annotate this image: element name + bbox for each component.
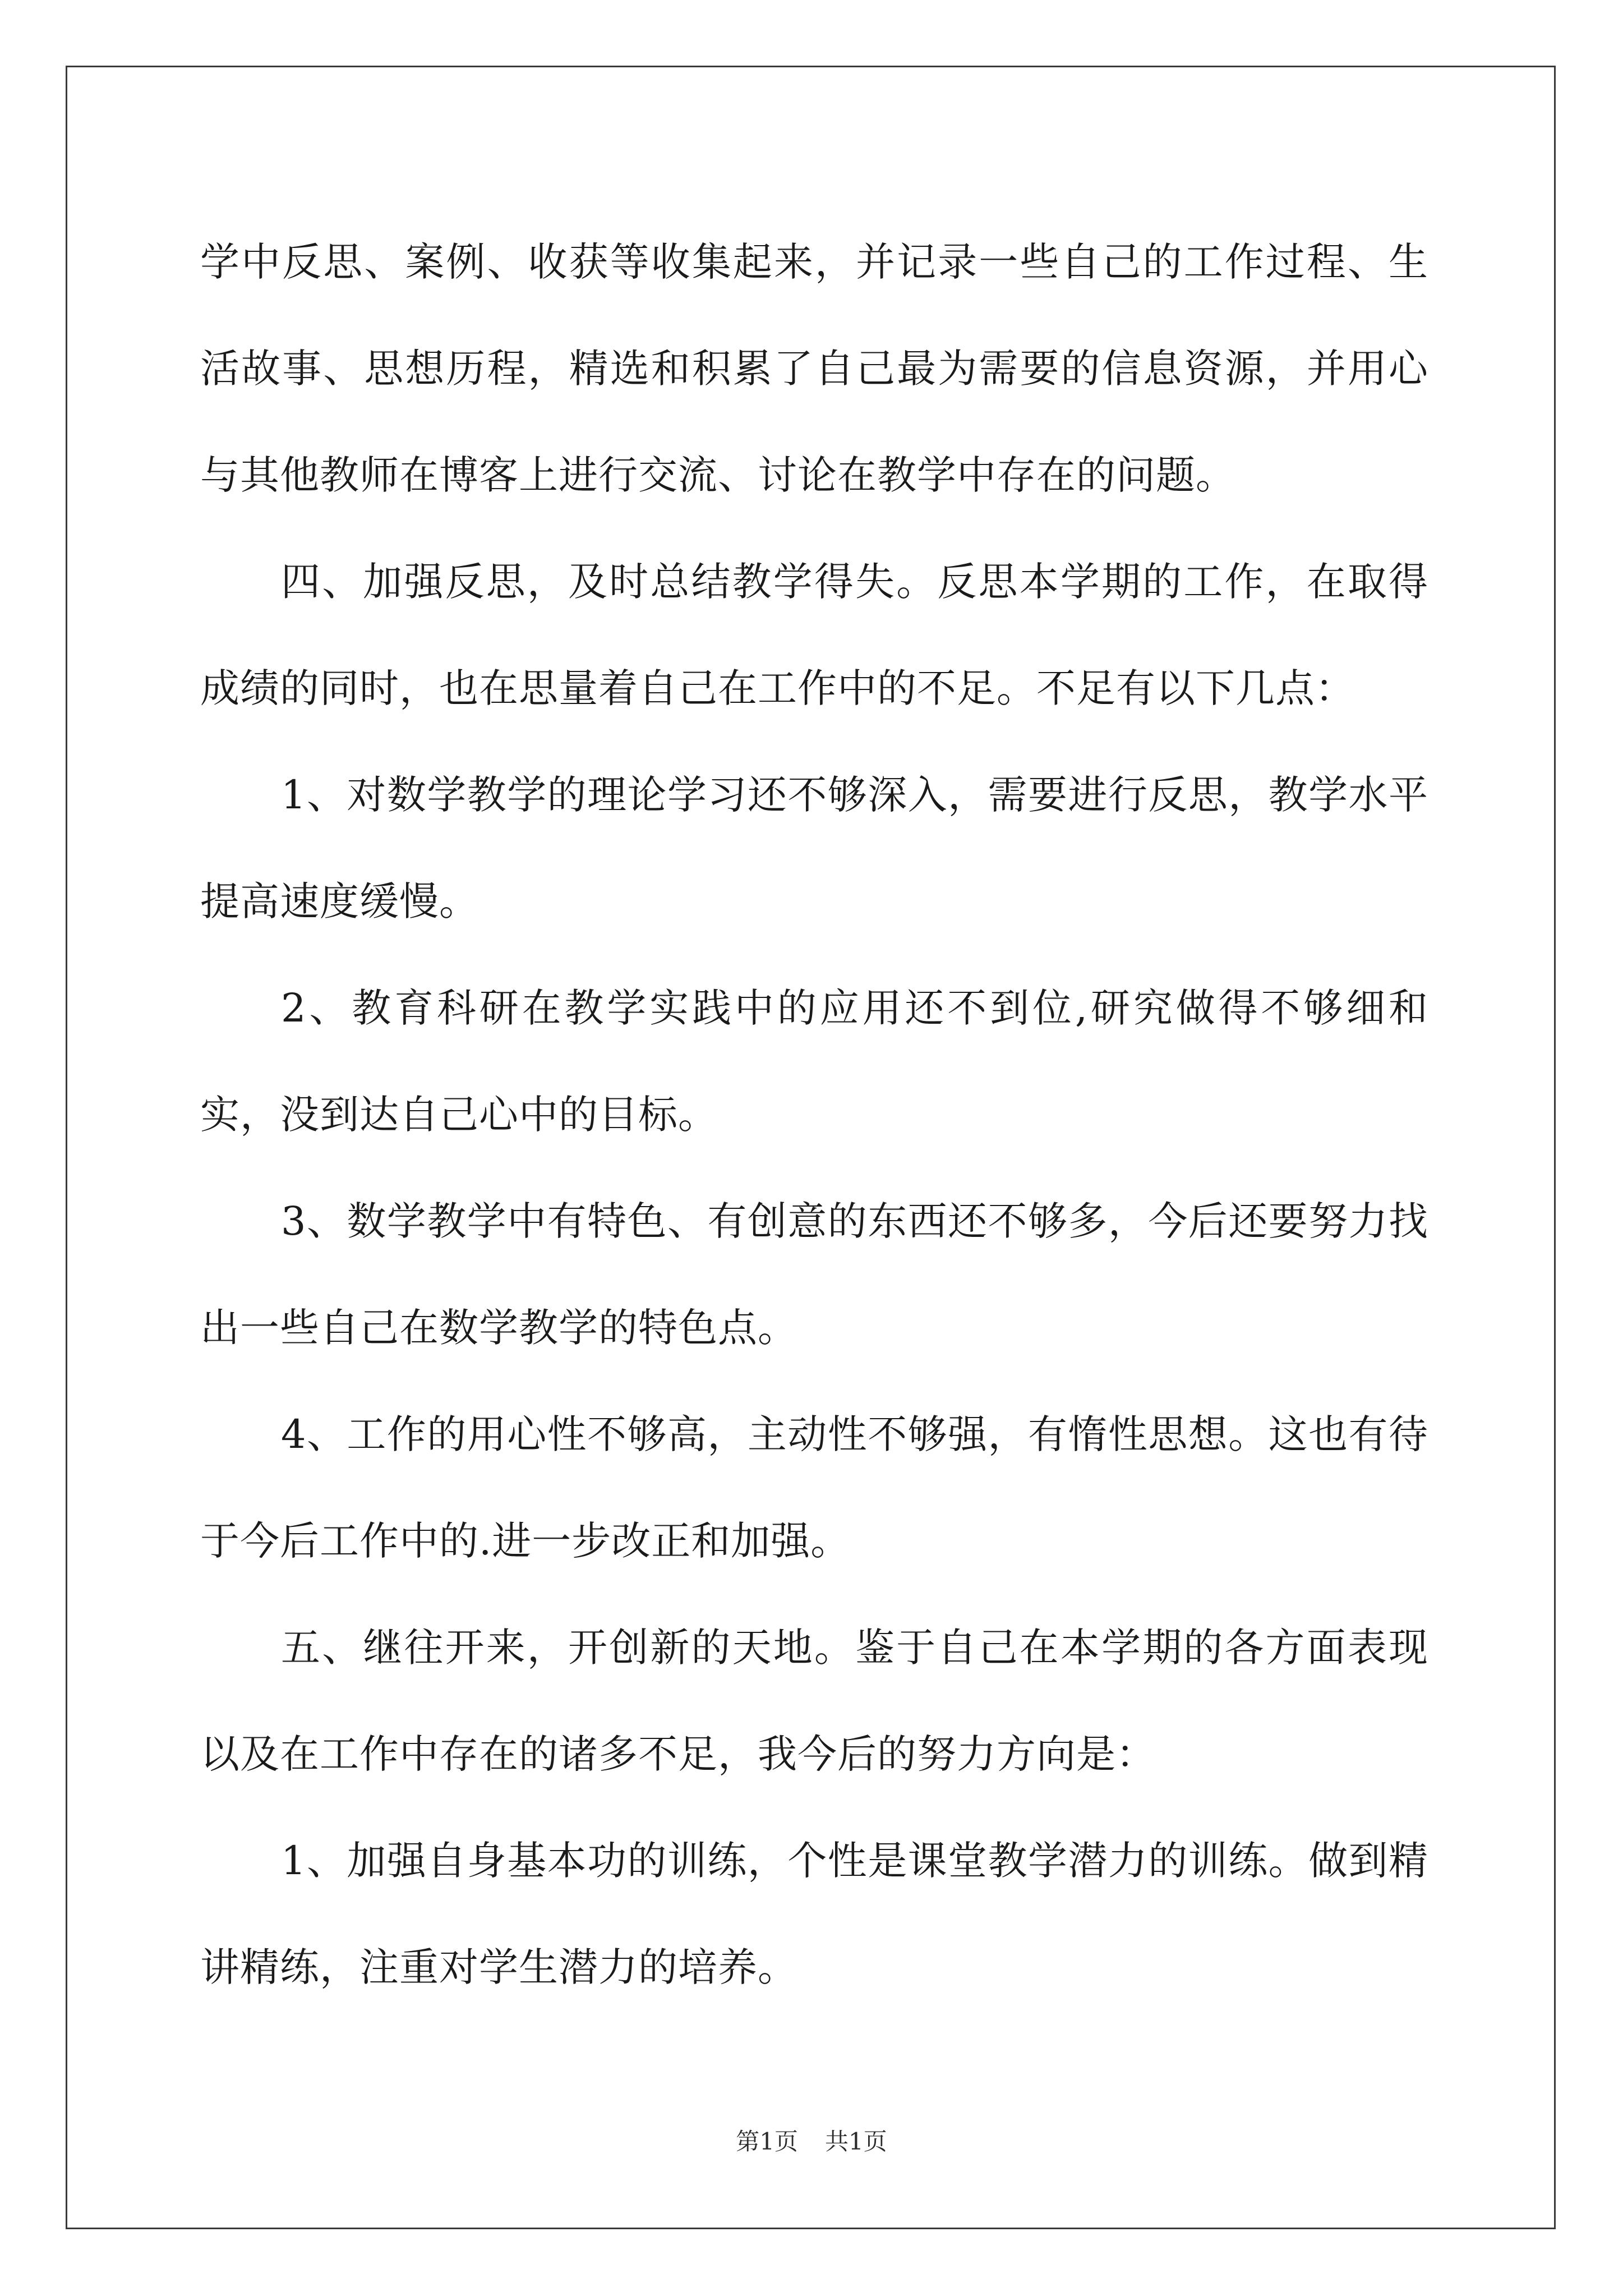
paragraph-6: 4、工作的用心性不够高，主动性不够强，有惰性思想。这也有待于今后工作中的.进一步改正和加强。	[200, 1411, 1428, 1564]
paragraph-4: 2、教育科研在教学实践中的应用还不到位,研究做得不够细和实，没到达自己心中的目标。	[200, 985, 1428, 1138]
page-total: 共1页	[825, 2128, 887, 2155]
document-body	[200, 209, 1428, 2021]
page-number: 第1页	[736, 2128, 798, 2155]
paragraph-2: 四、加强反思，及时总结教学得失。反思本学期的工作，在取得成绩的同时，也在思量着自己在工作中的不足。不足有以下几点：	[200, 559, 1428, 711]
paragraph-1: 学中反思、案例、收获等收集起来，并记录一些自己的工作过程、生活故事、思想历程，精选和积累了自己最为需要的信息资源，并用心与其他教师在博客上进行交流、讨论在教学中存在的问题。	[200, 239, 1428, 498]
paragraph-8: 1、加强自身基本功的训练，个性是课堂教学潜力的训练。做到精讲精练，注重对学生潜力的培养。	[200, 1838, 1428, 1990]
paragraph-3: 1、对数学教学的理论学习还不够深入，需要进行反思，教学水平提高速度缓慢。	[200, 772, 1428, 924]
paragraph-5: 3、数学教学中有特色、有创意的东西还不够多，今后还要努力找出一些自己在数学教学的特色点。	[200, 1198, 1428, 1351]
page-footer	[0, 2125, 1623, 2159]
paragraph-7: 五、继往开来，开创新的天地。鉴于自己在本学期的各方面表现以及在工作中存在的诸多不足，我今后的努力方向是：	[200, 1625, 1428, 1777]
